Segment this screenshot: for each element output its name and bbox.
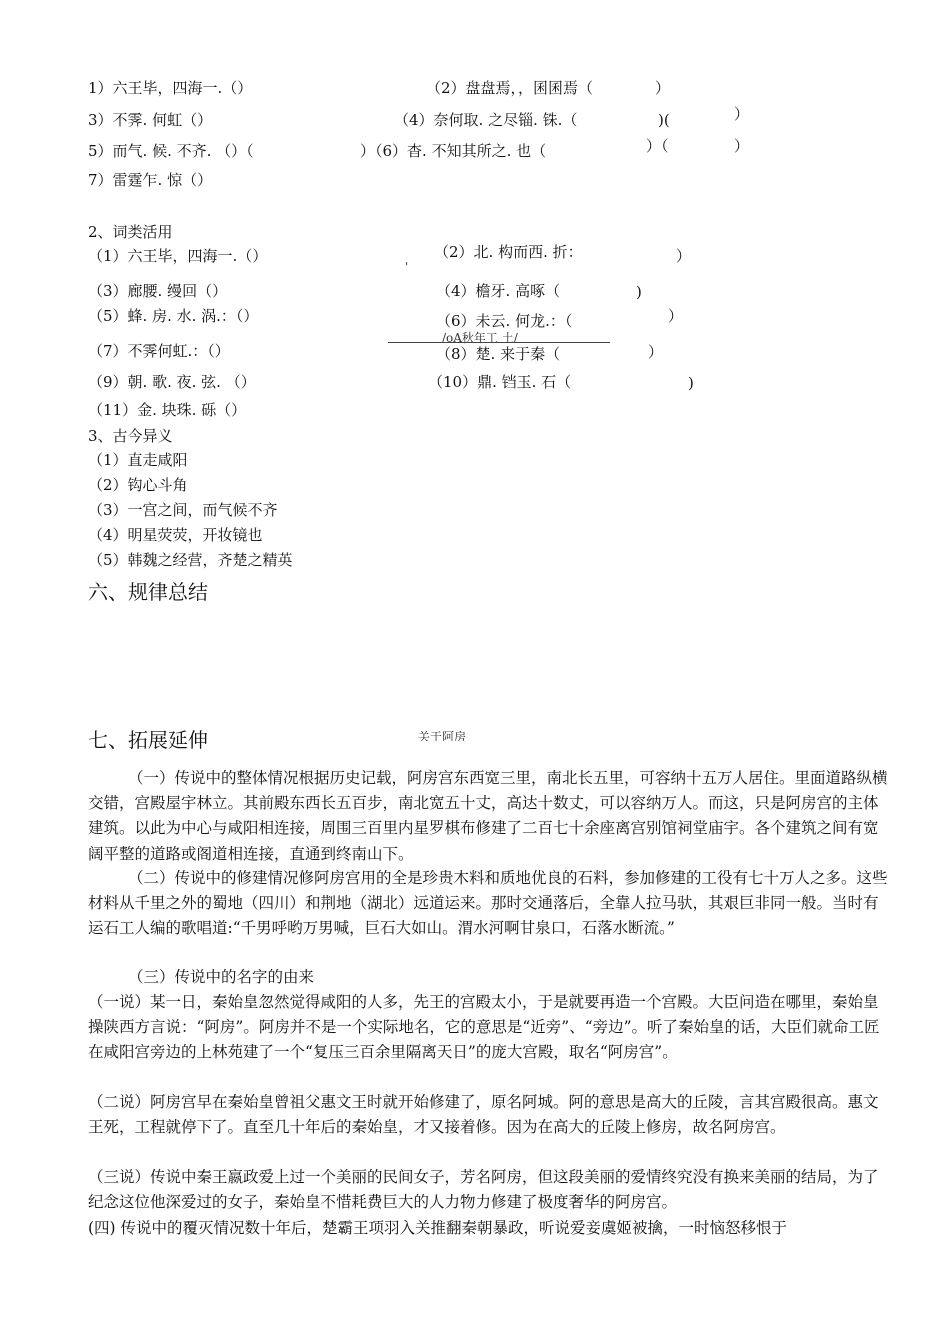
paren-mark: ) [636,283,642,301]
item-line: （7）不霁何虹.：（） [88,342,230,360]
list-item: （4）明星荧荧，开妆镜也 [88,526,263,544]
item-line: （5）蜂. 房. 水. 涡.：（） [88,307,259,325]
list-item: （1）直走咸阳 [88,451,188,469]
item-line: 1）六王毕，四海一.（） [88,79,253,97]
divider-line [388,342,610,343]
item-line: （1）六王毕，四海一.（） [88,247,268,265]
paragraph: （一）传说中的整体情况根据历史记载，阿房宫东西宽三里，南北长五里，可容纳十五万人居住。里面道路纵横交错，宫殿屋宇林立。其前殿东西长五百步，南北宽五十丈，高达十数丈，可以容纳万人。而这，只是阿房宫的主体建筑。以此为中心与咸阳相连接，周围三百里内星罗棋布修建了二百七十余座离宫别馆祠堂庙宇。各个建筑之间有宽阔平整的道路或阁道相连接，直通到终南山下。 [88,769,888,863]
paragraph: （二说）阿房宫早在秦始皇曾祖父惠文王时就开始修建了，原名阿城。阿的意思是高大的丘陵，言其宫殿很高。惠文王死，工程就停下了。直至几十年后的秦始皇，才又接着修。因为在高大的丘陵上修房，故名阿房宫。 [88,1093,879,1137]
item-line: （11）金. 块珠. 砾（） [88,401,247,419]
paragraph: （一说）某一日，秦始皇忽然觉得咸阳的人多，先王的宫殿太小，于是就要再造一个宫殿。大臣问造在哪里，秦始皇操陕西方言说：“阿房”。阿房并不是一个实际地名，它的意思是“近旁”、“旁边”。听了秦始皇的话，大臣们就命工匠在咸阳宫旁边的上林苑建了一个“复压三百余里隔离天日”的庞大宫殿，取名“阿房宫”。 [88,993,880,1062]
item-line: （4）奈何取. 之尽锱. 铢.（ [394,111,578,129]
list-item: （3）一宫之间，而气候不齐 [88,501,278,519]
item-line: 7）雷霆乍. 惊（） [88,171,213,189]
item-line: （10）鼎. 铛玉. 石（ [428,373,572,391]
item-line: 5）而气. 候. 不齐. （）（ [88,142,254,160]
list-item: （2）钩心斗角 [88,476,188,494]
paren-mark: )( [658,111,670,129]
paragraph: (四) 传说中的覆灭情况数十年后，楚霸王项羽入关推翻秦朝暴政，听说爱妾虞姬被擒，一时恼怒移恨于 [88,1219,788,1237]
section-heading: 七、拓展延伸 [88,728,208,752]
paren-mark: ） [668,307,684,325]
paren-mark: ）（ [646,137,669,155]
paren-mark: ） [648,343,664,361]
paren-mark: ） [676,247,692,265]
section-title: 2、词类活用 [88,223,173,241]
paragraph: （二）传说中的修建情况修阿房宫用的全是珍贵木料和质地优良的石料，参加修建的工役有七十万人之多。这些材料从千里之外的蜀地（四川）和荆地（湖北）远道运来。那时交通落后，全靠人拉马驮，其艰巨非同一般。当时有运石工人编的歌唱道:“千男呼哟万男喊，巨石大如山。渭水河啊甘泉口，石落水断流。” [88,869,888,938]
subtitle-text: 关于阿房 [418,731,467,741]
item-line: （6）未云. 何龙.：（ [436,312,573,330]
paren-mark: ） [734,137,750,155]
paren-mark: ） [655,79,671,97]
stray-mark: ' [405,260,409,274]
paren-mark: ) [688,374,694,392]
item-line: ）（6）杳. 不知其所之. 也（ [360,142,547,160]
overlapping-text: /oA秋年工 土/ [442,331,518,345]
item-line: （2）盘盘焉，，囷囷焉（ [426,79,594,97]
clipped-subtitle [418,731,488,741]
item-line: （4）檐牙. 高啄（ [436,282,561,300]
paren-mark: ） [734,105,750,123]
paragraph: （三说）传说中秦王嬴政爱上过一个美丽的民间女子，芳名阿房，但这段美丽的爱情终究没有换来美丽的结局，为了纪念这位他深爱过的女子，秦始皇不惜耗费巨大的人力物力修建了极度奢华的阿房宫。 [88,1168,879,1212]
item-line: （3）廊腰. 缦回（） [88,282,228,300]
item-line: （9）朝. 歌. 夜. 弦. （） [88,373,256,391]
list-item: （5）韩魏之经营，齐楚之精英 [88,551,293,569]
section-heading: 六、规律总结 [88,580,208,604]
section-title: 3、古今异义 [88,427,173,445]
item-line: 3）不霁. 何虹（） [88,111,213,129]
item-line: （2）北. 构而西. 折： [434,243,583,261]
paragraph: （三）传说中的名字的由来 [128,968,315,986]
item-line: （8）楚. 来于秦（ [436,345,561,363]
